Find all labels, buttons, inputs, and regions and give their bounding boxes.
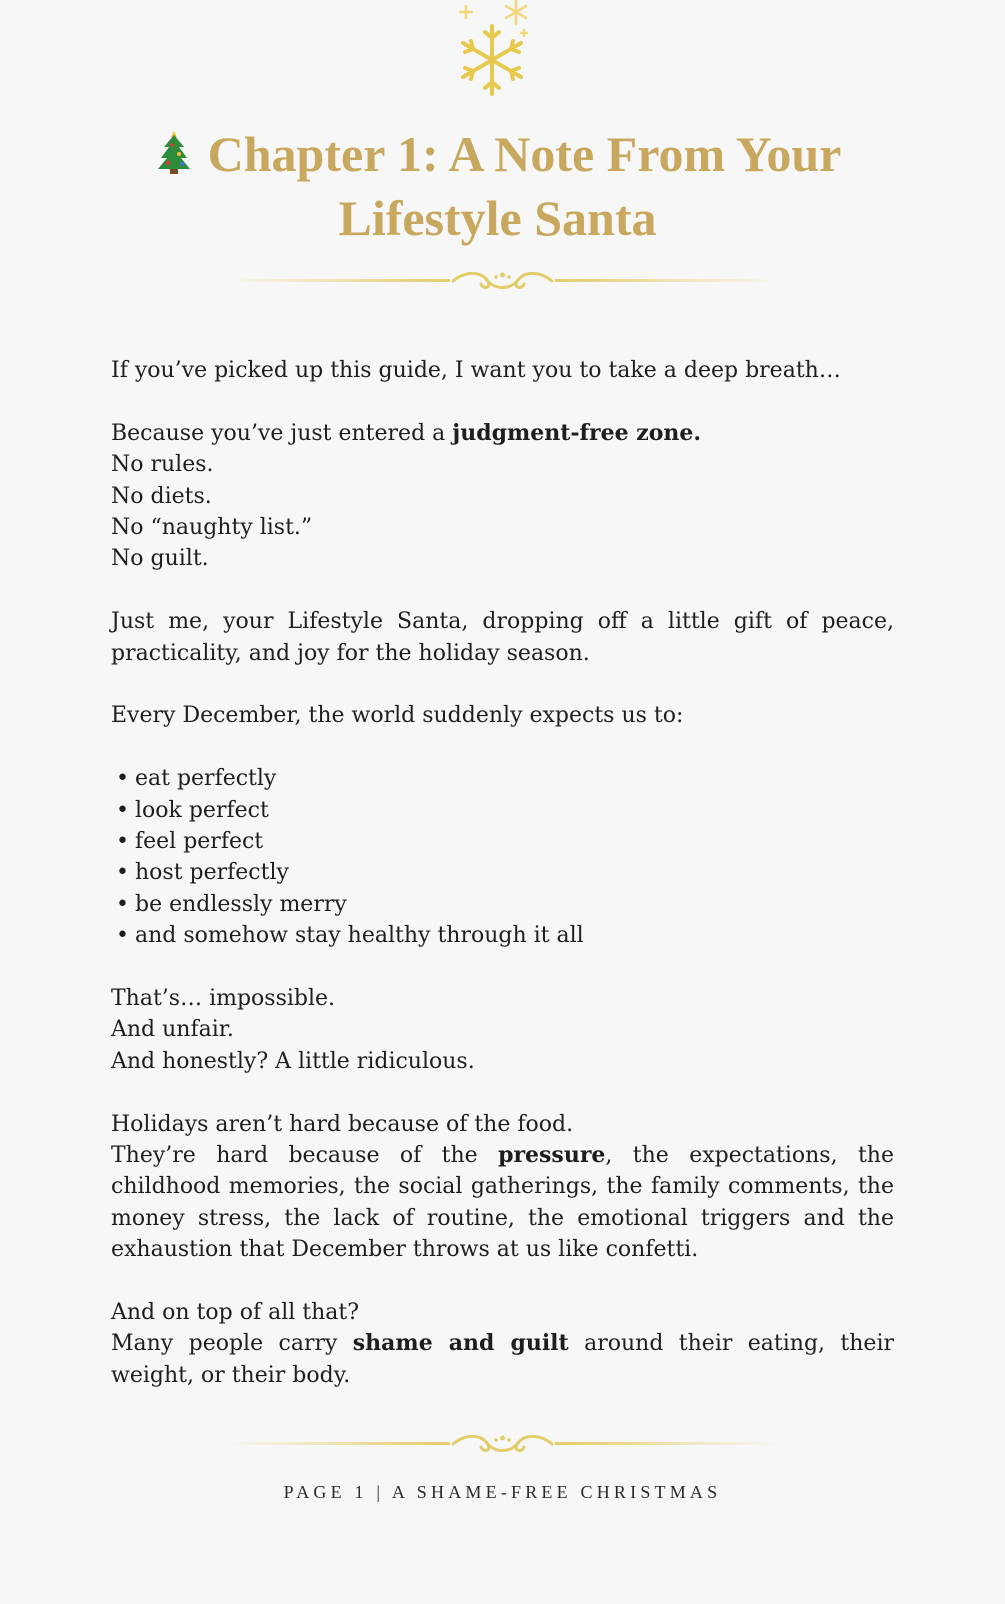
chapter-title (110, 122, 885, 250)
paragraph-lifestyle-santa: Just me, your Lifestyle Santa, dropping off a little gift of peace, practicality, and joy for the holiday season. (111, 609, 894, 666)
chapter-body (111, 355, 894, 1423)
paragraph-judgment-free: Because you’ve just entered a judgment-free zone. No rules. No diets. No “naughty list.” No guilt. (111, 419, 702, 572)
list-item: • and somehow stay healthy through it all (116, 920, 894, 951)
paragraph-shame-guilt: And on top of all that? Many people carry shame and guilt around their eating, their weight, or their body. (111, 1300, 894, 1388)
flourish-divider-icon (225, 266, 780, 296)
list-item: • eat perfectly (116, 763, 894, 794)
title-line-1: Chapter 1: A Note From Your (207, 126, 842, 182)
flourish-divider-icon (225, 1429, 780, 1459)
paragraph-december: Every December, the world suddenly expects us to: (111, 703, 684, 729)
page-footer: PAGE 1 | A SHAME-FREE CHRISTMAS (283, 1482, 722, 1502)
list-item: • look perfect (116, 795, 894, 826)
emphasis-judgment-free: judgment-free zone. (452, 419, 702, 446)
title-line-2: Lifestyle Santa (338, 190, 657, 246)
list-item: • feel perfect (116, 826, 894, 857)
emphasis-pressure: pressure (498, 1142, 606, 1169)
paragraph-intro: If you’ve picked up this guide, I want you to take a deep breath… (111, 358, 841, 383)
snowflake-icon (440, 0, 570, 110)
christmas-tree-icon (154, 129, 194, 175)
expectations-list (111, 763, 894, 951)
paragraph-impossible: That’s… impossible. And unfair. And honestly? A little ridiculous. (111, 986, 475, 1074)
list-item: • be endlessly merry (116, 889, 894, 920)
list-item: • host perfectly (116, 857, 894, 888)
emphasis-shame-guilt: shame and guilt (352, 1330, 569, 1357)
paragraph-pressure: Holidays aren’t hard because of the food. They’re hard because of the pressure, the expectations, the childhood memories, the social gatherings, the family comments, the money stress, the lack of routine, the emotional triggers and the exhaustion that December throws at us like confetti. (111, 1111, 894, 1263)
